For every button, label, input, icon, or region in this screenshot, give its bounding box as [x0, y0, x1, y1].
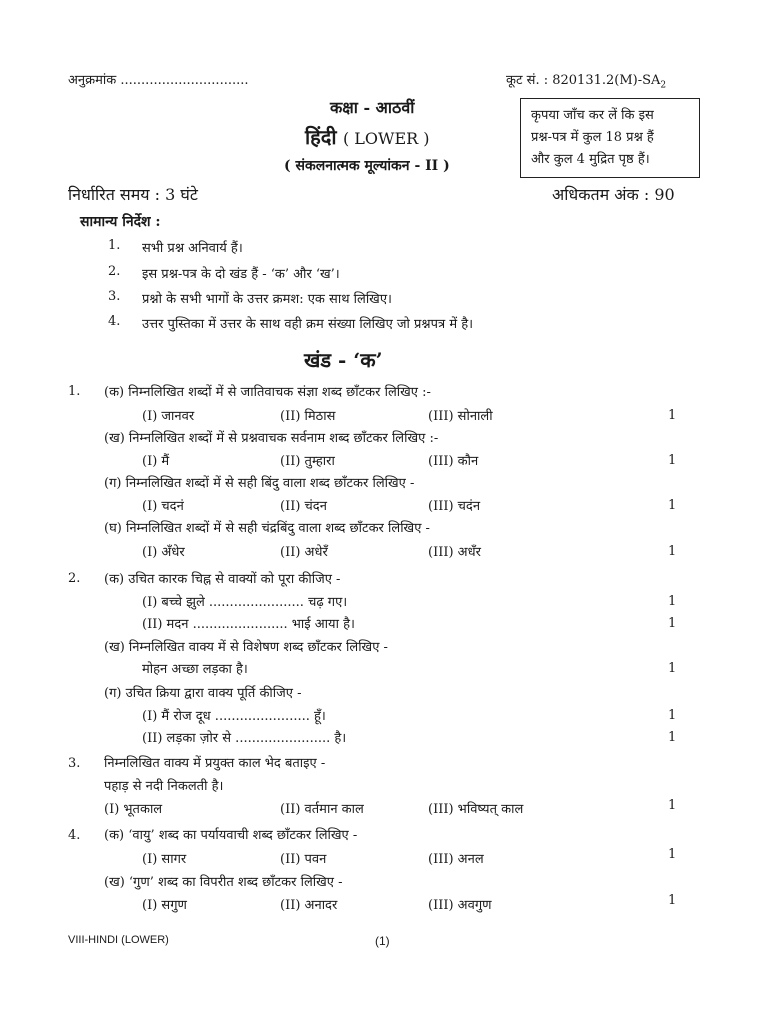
instruction-text: प्रश्नो के सभी भागों के उत्तर क्रमश: एक साथ लिखिए।: [142, 292, 392, 307]
option: (II) तुम्हारा: [280, 454, 335, 469]
question-text: (ग) उचित क्रिया द्वारा वाक्य पूर्ति कीजिए -: [104, 686, 302, 701]
option: (II) पवन: [280, 852, 327, 867]
notice-line-2: प्रश्न-पत्र में कुल 18 प्रश्न हैं: [531, 130, 654, 145]
option: (II) मिठास: [280, 409, 336, 424]
notice-box: [520, 98, 700, 178]
instruction-num: 3.: [108, 289, 121, 304]
sentence: मोहन अच्छा लड़का है।: [142, 662, 248, 677]
option: (III) अवगुण: [428, 898, 492, 913]
question-number: 3.: [68, 756, 81, 771]
marks: 1: [668, 798, 677, 813]
marks: 1: [668, 847, 677, 862]
marks: 1: [668, 616, 677, 631]
instruction-text: सभी प्रश्न अनिवार्य हैं।: [142, 241, 243, 256]
marks: 1: [668, 893, 677, 908]
option: (I) भूतकाल: [104, 802, 163, 817]
question-text: (ग) निम्नलिखित शब्दों में से सही बिंदु वाला शब्द छाँटकर लिखिए -: [104, 476, 415, 491]
question-number: 2.: [68, 571, 81, 586]
instruction-num: 2.: [108, 264, 121, 279]
option: (I) चदनं: [142, 499, 184, 514]
question-text: (ख) ‘गुण’ शब्द का विपरीत शब्द छाँटकर लिखिए -: [104, 875, 343, 890]
marks: 1: [668, 453, 677, 468]
sentence: पहाड़ से नदी निकलती है।: [104, 779, 224, 794]
option: (II) अधेरँ: [280, 545, 328, 560]
question-text: (ख) निम्नलिखित शब्दों में से प्रश्नवाचक सर्वनाम शब्द छाँटकर लिखिए :-: [104, 431, 439, 446]
marks: 1: [668, 661, 677, 676]
marks: 1: [668, 730, 677, 745]
notice-line-1: कृपया जाँच कर लें कि इस: [531, 108, 654, 123]
option: (I) अँधेर: [142, 545, 185, 560]
question-text: (क) ‘वायु’ शब्द का पर्यायवाची शब्द छाँटकर लिखिए -: [104, 828, 358, 843]
question-text: (क) उचित कारक चिह्न से वाक्यों को पूरा कीजिए -: [104, 572, 341, 587]
instruction-text: इस प्रश्न-पत्र के दो खंड हैं - ‘क’ और ‘ख’।: [142, 267, 340, 282]
option: (II) वर्तमान काल: [280, 802, 364, 817]
time-allowed: निर्धारित समय : 3 घंटे: [68, 185, 198, 204]
option: (III) भविष्यत् काल: [428, 802, 524, 817]
option: (I) सगुण: [142, 898, 187, 913]
page-number: (1): [375, 934, 390, 948]
question-text: (ख) निम्नलिखित वाक्य में से विशेषण शब्द छाँटकर लिखिए -: [104, 640, 388, 655]
fill-blank-line: (II) लड़का ज़ोर से ....................... है।: [142, 731, 347, 746]
instruction-num: 1.: [108, 238, 121, 253]
option: (III) अनल: [428, 852, 484, 867]
paper-code: कूट सं. : $820131.2(M)-SA_2$: [506, 73, 667, 91]
option: (III) कौन: [428, 454, 479, 469]
marks: 1: [668, 708, 677, 723]
option: (I) जानवर: [142, 409, 195, 424]
fill-blank-line: (I) मैं रोज दूध ....................... हूँ।: [142, 709, 326, 724]
roll-number-label: अनुक्रमांक ...............................: [68, 73, 249, 88]
option: (II) अनादर: [280, 898, 338, 913]
option: (III) अधँर: [428, 545, 481, 560]
instructions-heading: सामान्य निर्देश :: [80, 214, 161, 230]
question-text: (घ) निम्नलिखित शब्दों में से सही चंद्रबिंदु वाला शब्द छाँटकर लिखिए -: [104, 521, 430, 536]
question-number: 4.: [68, 828, 81, 843]
subject-title: हिंदी ( LOWER ): [305, 125, 430, 149]
marks: 1: [668, 544, 677, 559]
marks: 1: [668, 594, 677, 609]
fill-blank-line: (II) मदन ....................... भाई आया है।: [142, 617, 355, 632]
question-number: 1.: [68, 384, 81, 399]
fill-blank-line: (I) बच्चे झुले ....................... चढ़ गए।: [142, 595, 348, 610]
footer-paper-label: VIII-HINDI (LOWER): [68, 934, 169, 946]
option: (I) सागर: [142, 852, 187, 867]
max-marks: अधिकतम अंक : 90: [552, 185, 675, 204]
section-title: खंड - ‘क’: [304, 348, 383, 372]
question-text: निम्नलिखित वाक्य में प्रयुक्त काल भेद बताइए -: [104, 756, 326, 771]
class-line: कक्षा - आठवीं: [330, 98, 415, 117]
option: (I) मैं: [142, 454, 170, 469]
exam-type: ( संकलनात्मक मूल्यांकन - II ): [284, 158, 450, 174]
notice-line-3: और कुल 4 मुद्रित पृष्ठ हैं।: [531, 152, 650, 167]
instruction-num: 4.: [108, 314, 121, 329]
option: (III) सोनाली: [428, 409, 493, 424]
option: (III) चदंन: [428, 499, 481, 514]
marks: 1: [668, 408, 677, 423]
question-text: (क) निम्नलिखित शब्दों में से जातिवाचक संज्ञा शब्द छाँटकर लिखिए :-: [104, 385, 431, 400]
marks: 1: [668, 498, 677, 513]
instruction-text: उत्तर पुस्तिका में उत्तर के साथ वही क्रम संख्या लिखिए जो प्रश्नपत्र में है।: [142, 317, 474, 332]
option: (II) चंदन: [280, 499, 327, 514]
